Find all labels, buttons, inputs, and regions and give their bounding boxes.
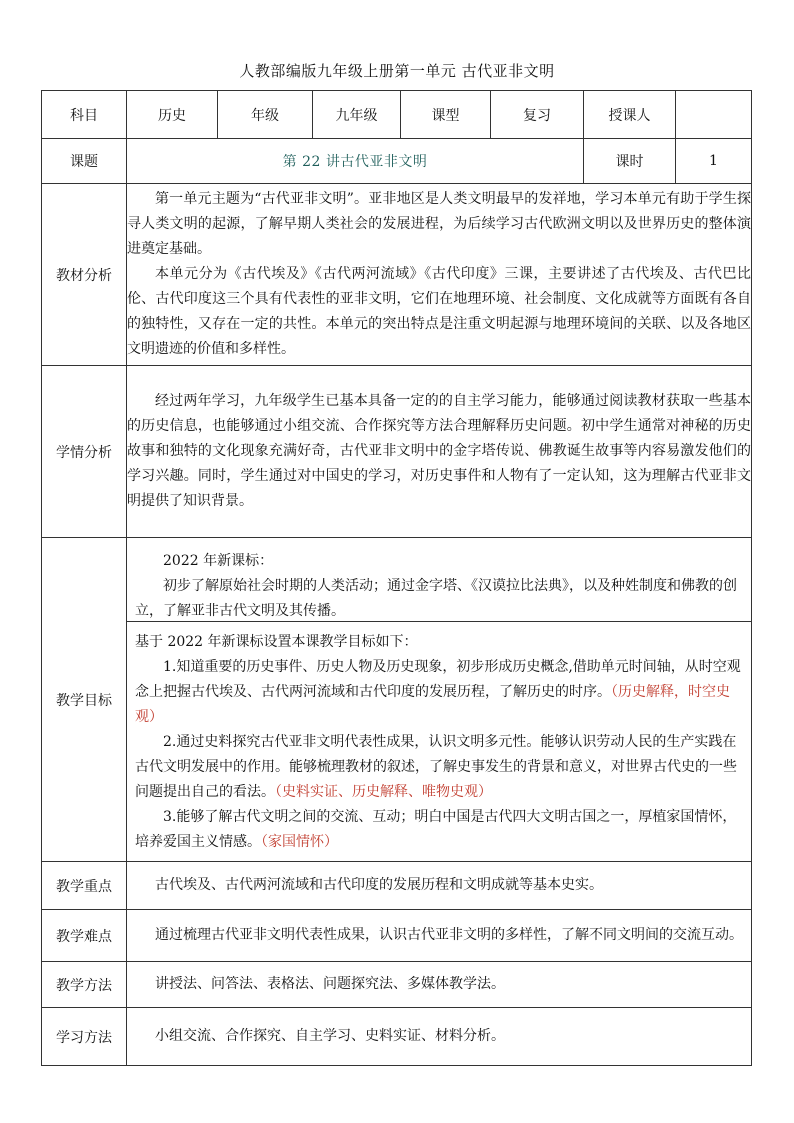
teacher-label: 授课人: [584, 91, 676, 139]
lesson-type-label: 课型: [401, 91, 491, 139]
goal-3-literacy-tag: （家国情怀）: [261, 833, 338, 850]
goal-item-2: [135, 730, 743, 805]
teaching-methods-content: [127, 962, 752, 1008]
goal-item-3: [135, 805, 743, 855]
teaching-methods-row: [42, 962, 752, 1008]
lesson-plan-table: [41, 90, 752, 1066]
teaching-methods-text: 讲授法、问答法、表格法、问题探究法、多媒体教学法。: [155, 976, 505, 992]
lesson-goals-block: [127, 621, 751, 859]
curriculum-standard-text: 初步了解原始社会时期的人类活动；通过金字塔、《汉谟拉比法典》，以及种姓制度和佛教的创立，了解亚非古代文明及其传播。: [135, 577, 737, 619]
difficulties-label: 教学难点: [42, 910, 127, 962]
goal-3-text: 3.能够了解古代文明之间的交流、互动；明白中国是古代四大文明古国之一，厚植家国情怀，培养爱国主义情感。: [135, 808, 737, 850]
subject-value: 历史: [127, 91, 218, 139]
difficulties-row: [42, 910, 752, 962]
difficulties-text: 通过梳理古代亚非文明代表性成果，认识古代亚非文明的多样性，了解不同文明间的交流互动。: [155, 927, 743, 943]
hours-value: 1: [676, 139, 752, 184]
learner-analysis-row: [42, 366, 752, 538]
learning-methods-text: 小组交流、合作探究、自主学习、史料实证、材料分析。: [155, 1028, 505, 1044]
learner-analysis-paragraph: 经过两年学习，九年级学生已基本具备一定的的自主学习能力，能够通过阅读教材获取一些基本的历史信息，也能够通过小组交流、合作探究等方法合理解释历史问题。初中学生通常对神秘的历史故事和独特的文化现象充满好奇，古代亚非文明中的金字塔传说、佛教诞生故事等内容易激发他们的学习兴趣。同时，学生通过对中国史的学习，对历史事件和人物有了一定认知，这为理解古代亚非文明提供了知识背景。: [127, 393, 751, 509]
subject-label: 科目: [42, 91, 127, 139]
key-points-text: 古代埃及、古代两河流域和古代印度的发展历程和文明成就等基本史实。: [155, 877, 603, 893]
topic-row: [42, 139, 752, 184]
document-title: 人教部编版九年级上册第一单元 古代亚非文明: [239, 62, 555, 80]
goal-1-literacy-tag: （历史解释，时空史观）: [135, 683, 730, 725]
lesson-topic: 古代亚非文明: [340, 154, 428, 170]
learning-methods-row: [42, 1008, 752, 1066]
learning-methods-content: [127, 1008, 752, 1066]
goal-1-text: 1.知道重要的历史事件、历史人物及历史现象，初步形成历史概念,借助单元时间轴，从时空观念上把握古代埃及、古代两河流域和古代印度的发展历程，了解历史的时序。: [135, 658, 741, 700]
goal-2-text: 2.通过史料探究古代亚非文明代表性成果，认识文明多元性。能够认识劳动人民的生产实践在古代文明发展中的作用。能够梳理教材的叙述，了解史事发生的背景和意义，对世界古代史的一些问题提出自己的看法。: [135, 733, 737, 800]
learning-methods-label: 学习方法: [42, 1008, 127, 1066]
grade-label: 年级: [218, 91, 313, 139]
key-points-row: [42, 862, 752, 910]
textbook-analysis-content: [127, 184, 752, 366]
curriculum-standard-block: [127, 541, 751, 621]
teaching-methods-label: 教学方法: [42, 962, 127, 1008]
difficulties-content: [127, 910, 752, 962]
learner-analysis-label: 学情分析: [42, 366, 127, 538]
lesson-goals-intro: 基于 2022 年新课标设置本课教学目标如下：: [135, 633, 418, 650]
lesson-type-value: 复习: [491, 91, 584, 139]
lecture-number: 第 22 讲: [282, 154, 341, 170]
grade-value: 九年级: [313, 91, 401, 139]
teaching-goals-label: 教学目标: [42, 538, 127, 862]
textbook-analysis-label: 教材分析: [42, 184, 127, 366]
textbook-analysis-paragraph: 本单元分为《古代埃及》《古代两河流域》《古代印度》三课，主要讲述了古代埃及、古代巴比伦、古代印度这三个具有代表性的亚非文明，它们在地理环境、社会制度、文化成就等方面既有各自的独特性，又存在一定的共性。本单元的突出特点是注重文明起源与地理环境间的关联、以及各地区文明遗迹的价值和多样性。: [127, 266, 751, 357]
textbook-analysis-paragraph: 第一单元主题为“古代亚非文明”。亚非地区是人类文明最早的发祥地，学习本单元有助于学生探寻人类文明的起源，了解早期人类社会的发展进程，为后续学习古代欧洲文明以及世界历史的整体演进奠定基础。: [127, 191, 751, 257]
topic-label: 课题: [42, 139, 127, 184]
curriculum-standard-title: 2022 年新课标：: [163, 552, 274, 569]
goal-2-literacy-tag: （史料实证、历史解释、唯物史观）: [275, 783, 492, 800]
key-points-content: [127, 862, 752, 910]
header-row: [42, 91, 752, 139]
learner-analysis-content: [127, 366, 752, 538]
teaching-goals-content: [127, 538, 752, 862]
topic-cell: [127, 139, 584, 184]
hours-label: 课时: [584, 139, 676, 184]
textbook-analysis-row: [42, 184, 752, 366]
teaching-goals-row: [42, 538, 752, 862]
key-points-label: 教学重点: [42, 862, 127, 910]
goal-item-1: [135, 655, 743, 730]
teacher-value: [676, 91, 752, 139]
